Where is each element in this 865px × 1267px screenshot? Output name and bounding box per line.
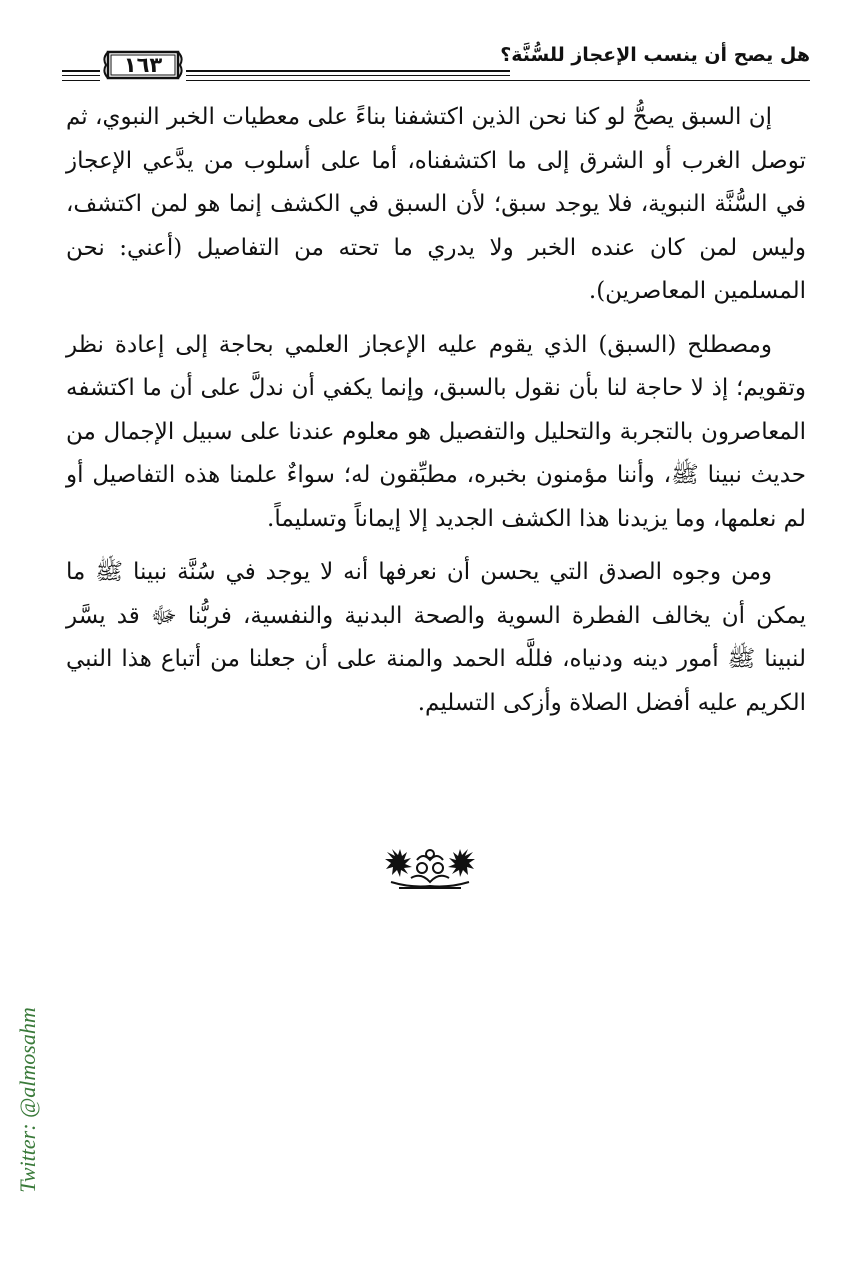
running-header bbox=[62, 42, 810, 82]
header-rule bbox=[186, 70, 510, 76]
page-number-badge bbox=[102, 50, 184, 80]
header-rule-thin bbox=[186, 80, 810, 81]
watermark-text: Twitter: @almosahm bbox=[15, 1007, 40, 1193]
section-end-ornament bbox=[383, 846, 477, 892]
twitter-watermark bbox=[8, 1000, 48, 1200]
header-rule-left-thin bbox=[62, 80, 100, 81]
page-number: ١٦٣ bbox=[123, 53, 163, 77]
header-rule-left bbox=[62, 70, 100, 76]
paragraph-1: إن السبق يصحُّ لو كنا نحن الذين اكتشفنا بناءً على معطيات الخبر النبوي، ثم توصل الغرب أو الشرق إلى ما اكتشفناه، أما على أسلوب من يدَّعي الإعجاز في السُّنَّة النبوية، فلا يوجد سبق؛ لأن السبق في الكشف إنما هو لمن اكتشف، وليس لمن كان عنده الخبر ولا يدري ما تحته من التفاصيل (أعني: نحن المسلمين المعاصرين). bbox=[66, 104, 806, 304]
floral-ornament-icon bbox=[383, 846, 477, 892]
paragraph-3: ومن وجوه الصدق التي يحسن أن نعرفها أنه لا يوجد في سُنَّة نبينا ﷺ ما يمكن أن يخالف الفطرة السوية والصحة البدنية والنفسية، فربُّنا ﷻ قد يسَّر لنبينا ﷺ أمور دينه ودنياه، فللَّه الحمد والمنة على أن جعلنا من أتباع هذا النبي الكريم عليه أفضل الصلاة وأزكى التسليم. bbox=[66, 559, 806, 716]
chapter-title: هل يصح أن ينسب الإعجاز للسُّنَّة؟ bbox=[500, 44, 810, 66]
page-body bbox=[66, 96, 806, 735]
paragraph-2: ومصطلح (السبق) الذي يقوم عليه الإعجاز العلمي بحاجة إلى إعادة نظر وتقويم؛ إذ لا حاجة لنا بأن نقول بالسبق، وإنما يكفي أن ندلَّ على أن ما اكتشفه المعاصرون بالتجربة والتحليل والتفصيل هو معلوم عندنا على سبيل الإجمال من حديث نبينا ﷺ، وأننا مؤمنون بخبره، مطبِّقون له؛ سواءٌ علمنا هذه التفاصيل أو لم نعلمها، وما يزيدنا هذا الكشف الجديد إلا إيماناً وتسليماً. bbox=[66, 331, 807, 532]
